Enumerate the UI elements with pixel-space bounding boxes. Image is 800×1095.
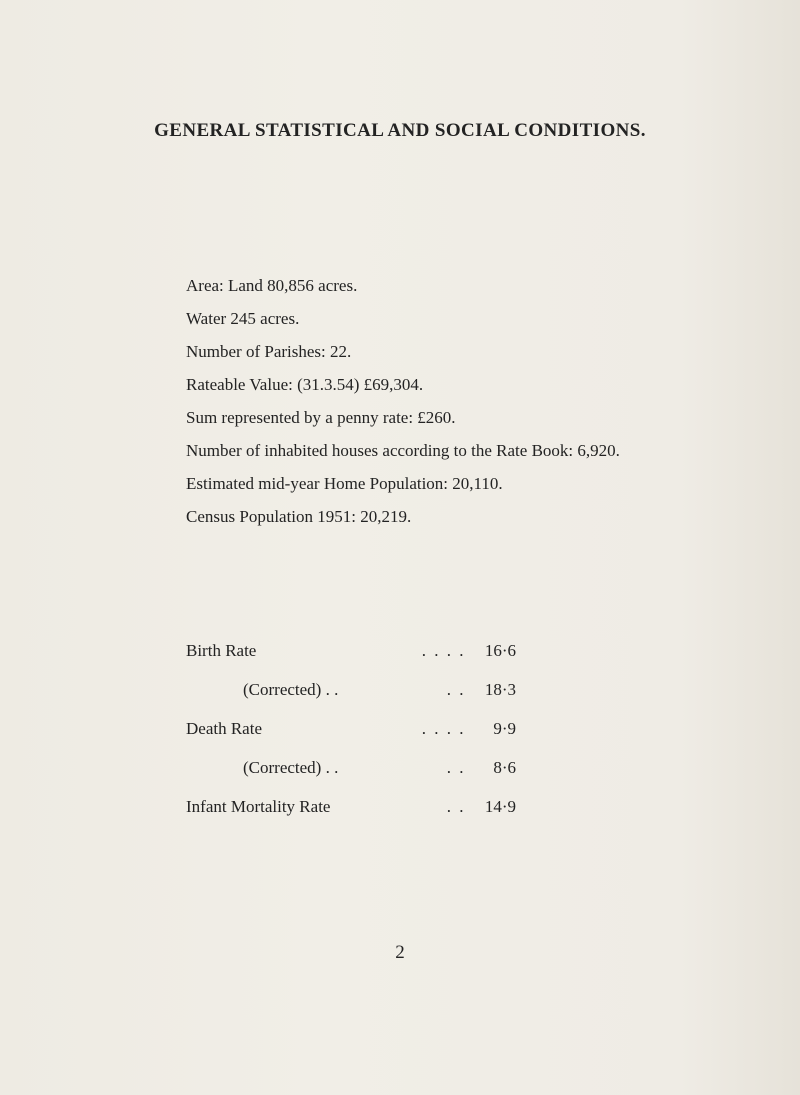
rate-value: 14·9 xyxy=(484,797,516,816)
rate-leader-dots: . . xyxy=(446,680,466,699)
rate-leader-dots: . . . . xyxy=(421,719,466,738)
rate-value: 16·6 xyxy=(484,641,516,660)
fact-rateable-value: Rateable Value: (31.3.54) £69,304. xyxy=(186,375,424,394)
rate-value: 18·3 xyxy=(484,680,516,699)
rate-value: 8·6 xyxy=(493,758,516,777)
rate-label: Death Rate xyxy=(186,719,262,738)
rate-leader-dots: . . xyxy=(446,797,466,816)
page-title: GENERAL STATISTICAL AND SOCIAL CONDITIONS. xyxy=(154,120,646,141)
fact-area-land: Area: Land 80,856 acres. xyxy=(186,276,358,295)
table-row xyxy=(186,758,516,797)
table-row xyxy=(186,680,516,719)
table-row xyxy=(186,797,516,836)
rate-leader-dots: . . . . xyxy=(421,641,466,660)
fact-census-population: Census Population 1951: 20,219. xyxy=(186,507,412,526)
facts-list xyxy=(186,272,620,536)
fact-inhabited-houses: Number of inhabited houses according to the Rate Book: 6,920. xyxy=(186,441,620,460)
rate-label: (Corrected) . . xyxy=(243,758,339,777)
page-number: 2 xyxy=(395,942,405,963)
fact-home-population: Estimated mid-year Home Population: 20,110. xyxy=(186,474,503,493)
fact-area-water: Water 245 acres. xyxy=(186,309,300,328)
rates-table xyxy=(186,641,516,836)
rate-label: Infant Mortality Rate xyxy=(186,797,331,816)
fact-penny-rate: Sum represented by a penny rate: £260. xyxy=(186,408,456,427)
rate-label: Birth Rate xyxy=(186,641,257,660)
rate-leader-dots: . . xyxy=(446,758,466,777)
rate-value: 9·9 xyxy=(493,719,516,738)
table-row xyxy=(186,641,516,680)
fact-parishes: Number of Parishes: 22. xyxy=(186,342,352,361)
rate-label: (Corrected) . . xyxy=(243,680,339,699)
table-row xyxy=(186,719,516,758)
